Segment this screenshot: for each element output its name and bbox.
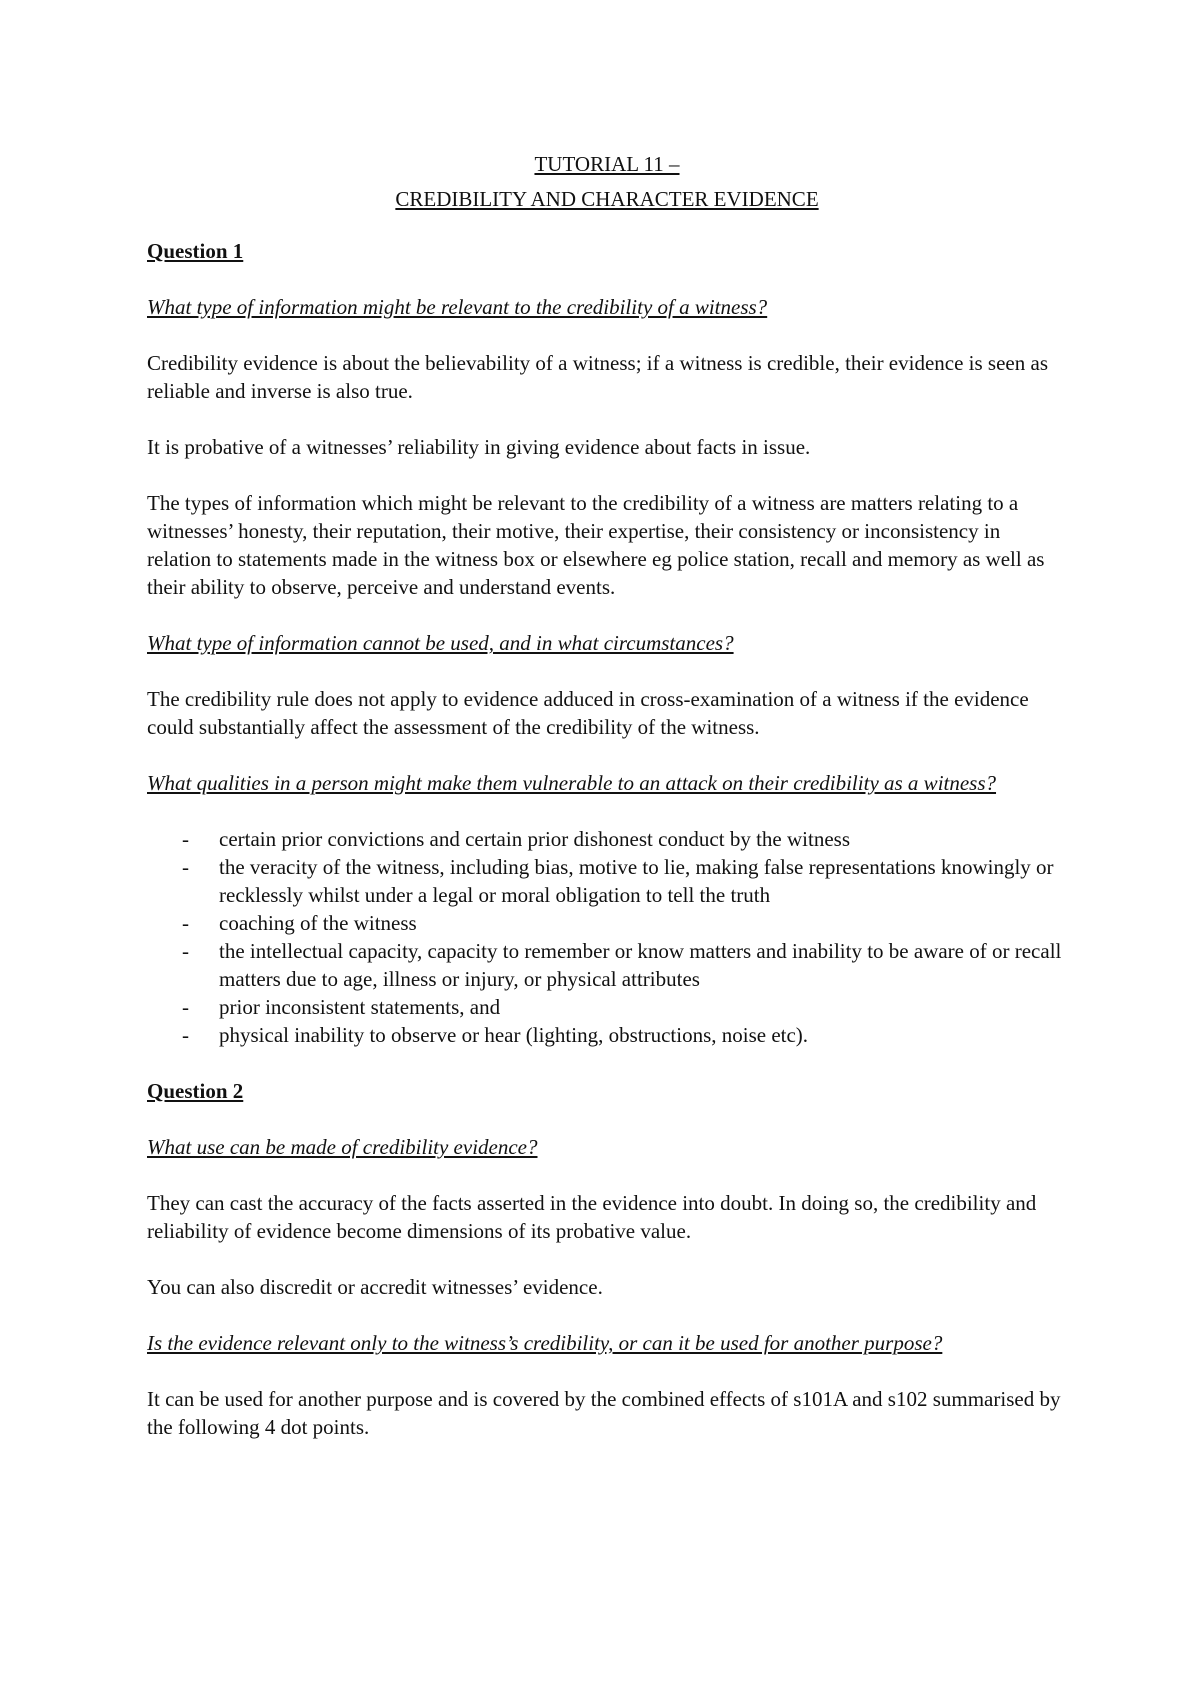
- list-item: [147, 937, 1067, 993]
- list-item-text: the veracity of the witness, including bias, motive to lie, making false representations knowingly or recklessly whilst under a legal or moral obligation to tell the truth: [219, 855, 1054, 907]
- question-2-heading: Question 2: [147, 1079, 244, 1103]
- list-item: [147, 853, 1067, 909]
- list-item-text: the intellectual capacity, capacity to remember or know matters and inability to be aware of or recall matters due to age, illness or injury, or physical attributes: [219, 939, 1062, 991]
- dash-marker: -: [182, 939, 189, 963]
- list-item-text: coaching of the witness: [219, 911, 417, 935]
- q2-paragraph-3: It can be used for another purpose and is covered by the combined effects of s101A and s102 summarised by the following 4 dot points.: [147, 1387, 1061, 1439]
- q2-subquestion-1: What use can be made of credibility evidence?: [147, 1135, 538, 1159]
- q2-subquestion-2: Is the evidence relevant only to the witness’s credibility, or can it be used for another purpose?: [147, 1331, 943, 1355]
- document-content: [147, 147, 1067, 1441]
- list-item-text: certain prior convictions and certain prior dishonest conduct by the witness: [219, 827, 850, 851]
- question-1-heading: Question 1: [147, 239, 244, 263]
- dash-marker: -: [182, 995, 189, 1019]
- dash-marker: -: [182, 827, 189, 851]
- q1-paragraph-3: The types of information which might be relevant to the credibility of a witness are matters relating to a witnesses’ honesty, their reputation, their motive, their expertise, their consistency or inconsistency in relation to statements made in the witness box or elsewhere eg police station, recall and memory as well as their ability to observe, perceive and understand events.: [147, 491, 1045, 599]
- list-item-text: physical inability to observe or hear (lighting, obstructions, noise etc).: [219, 1023, 809, 1047]
- dash-marker: -: [182, 855, 189, 879]
- q1-subquestion-3: What qualities in a person might make them vulnerable to an attack on their credibility as a witness?: [147, 771, 997, 795]
- dash-marker: -: [182, 911, 189, 935]
- q1-subquestion-2: What type of information cannot be used, and in what circumstances?: [147, 631, 734, 655]
- q1-subquestion-1: What type of information might be relevant to the credibility of a witness?: [147, 295, 768, 319]
- list-item: [147, 909, 1067, 937]
- list-item: [147, 825, 1067, 853]
- q2-paragraph-1: They can cast the accuracy of the facts asserted in the evidence into doubt. In doing so, the credibility and reliability of evidence become dimensions of its probative value.: [147, 1191, 1037, 1243]
- q1-paragraph-1: Credibility evidence is about the believability of a witness; if a witness is credible, their evidence is seen as reliable and inverse is also true.: [147, 351, 1048, 403]
- title-line-1: TUTORIAL 11 –: [534, 152, 680, 176]
- q2-paragraph-2: You can also discredit or accredit witnesses’ evidence.: [147, 1275, 603, 1299]
- list-item: [147, 1021, 1067, 1049]
- q1-paragraph-2: It is probative of a witnesses’ reliability in giving evidence about facts in issue.: [147, 435, 811, 459]
- list-item-text: prior inconsistent statements, and: [219, 995, 501, 1019]
- vulnerability-list: [147, 825, 1067, 1049]
- dash-marker: -: [182, 1023, 189, 1047]
- title-line-2: CREDIBILITY AND CHARACTER EVIDENCE: [395, 187, 819, 211]
- q1-paragraph-4: The credibility rule does not apply to evidence adduced in cross-examination of a witness if the evidence could substantially affect the assessment of the credibility of the witness.: [147, 687, 1029, 739]
- list-item: [147, 993, 1067, 1021]
